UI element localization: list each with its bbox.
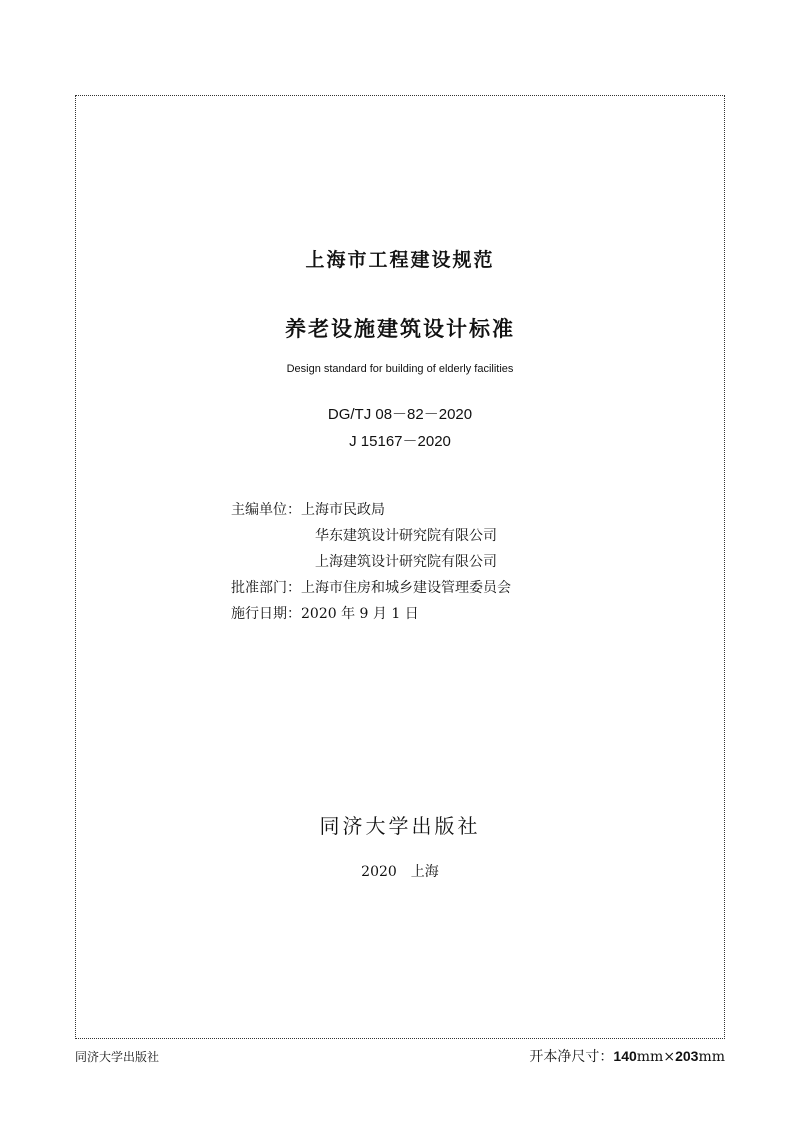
approval-dept: 上海市住房和城乡建设管理委员会: [301, 580, 511, 596]
size-label: 开本净尺寸：: [529, 1049, 614, 1065]
times-sign: ×: [663, 1049, 676, 1065]
series-title: 上海市工程建设规范: [305, 249, 495, 271]
editor-1: 上海市民政局: [301, 502, 385, 518]
standard-code: DG/TJ 08－82－2020: [327, 406, 473, 423]
editor-2: 华东建筑设计研究院有限公司: [315, 528, 497, 544]
editor-label: 主编单位：: [231, 502, 301, 518]
editor-row-3: [231, 549, 511, 575]
editor-3: 上海建筑设计研究院有限公司: [315, 554, 497, 570]
info-block: [231, 497, 511, 627]
footer-publisher: 同济大学出版社: [75, 1050, 160, 1064]
approval-row: [231, 575, 511, 601]
date-label: 施行日期：: [231, 606, 301, 622]
approval-label: 批准部门：: [231, 580, 301, 596]
editor-row-2: [231, 523, 511, 549]
footer-size: [529, 1046, 725, 1066]
editor-row: [231, 497, 511, 523]
height-value: 203: [675, 1048, 699, 1064]
effective-date: 2020 年 9 月 1 日: [301, 606, 419, 622]
width-value: 140: [613, 1048, 637, 1064]
publication-year-place: 2020 上海: [361, 864, 439, 880]
height-unit: mm: [698, 1049, 725, 1065]
document-title: 养老设施建筑设计标准: [285, 317, 515, 341]
width-unit: mm: [636, 1049, 664, 1065]
record-code: J 15167－2020: [349, 433, 451, 450]
publisher-name: 同济大学出版社: [319, 814, 481, 838]
date-row: [231, 601, 511, 627]
english-title: Design standard for building of elderly facilities: [286, 363, 514, 375]
